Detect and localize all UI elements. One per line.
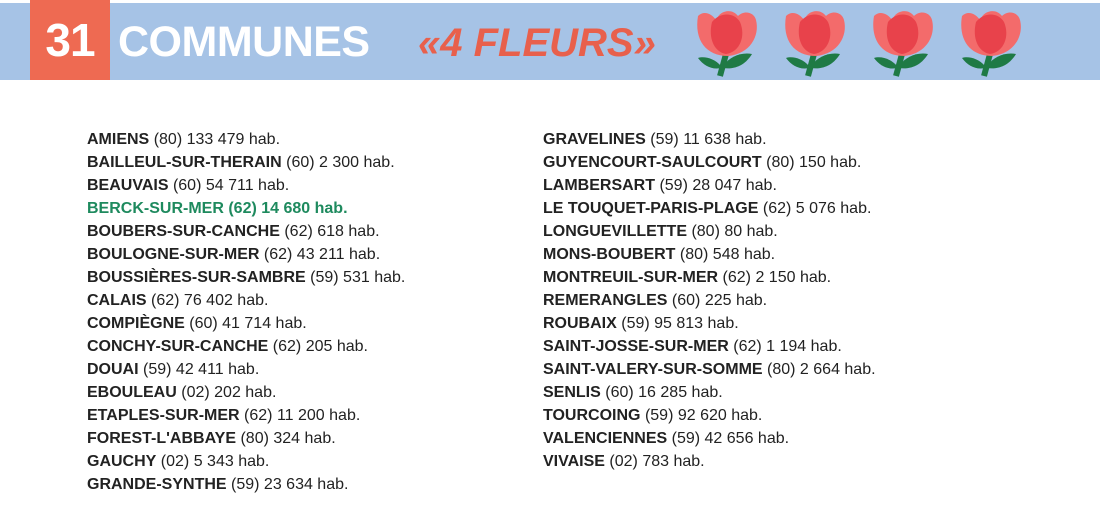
commune-population: 76 402 hab.: [183, 292, 269, 309]
commune-dept: (80): [767, 361, 796, 378]
commune-entry: [87, 266, 405, 289]
commune-population: 42 411 hab.: [175, 361, 260, 378]
commune-dept: (62): [272, 338, 302, 355]
right-column: [543, 128, 876, 473]
commune-population: 324 hab.: [273, 430, 336, 447]
commune-dept: (59): [659, 177, 688, 194]
commune-dept: (80): [679, 246, 709, 263]
commune-dept: (59): [650, 131, 679, 148]
commune-entry: [543, 381, 876, 404]
commune-dept: (60): [286, 154, 315, 171]
commune-entry: [87, 358, 405, 381]
commune-name: FOREST-L'ABBAYE: [87, 430, 237, 447]
commune-name: ROUBAIX: [543, 315, 617, 332]
commune-entry: [543, 220, 876, 243]
commune-dept: (60): [189, 315, 218, 332]
commune-population: 92 620 hab.: [677, 407, 763, 424]
commune-dept: (80): [240, 430, 269, 447]
commune-dept: (62): [722, 269, 751, 286]
commune-name: COMPIÈGNE: [87, 315, 185, 332]
commune-dept: (59): [310, 269, 339, 286]
commune-entry: [543, 128, 876, 151]
commune-entry: [543, 151, 876, 174]
flower-icon: [690, 6, 764, 83]
commune-name: LAMBERSART: [543, 177, 655, 194]
commune-entry: [543, 266, 876, 289]
commune-name: SENLIS: [543, 384, 601, 401]
commune-entry: [87, 335, 405, 358]
commune-name: REMERANGLES: [543, 292, 668, 309]
commune-name: MONS-BOUBERT: [543, 246, 676, 263]
commune-entry: [543, 450, 876, 473]
commune-dept: (62): [733, 338, 762, 355]
commune-entry: [543, 358, 876, 381]
commune-population: 5 076 hab.: [795, 200, 872, 217]
commune-name: ETAPLES-SUR-MER: [87, 407, 240, 424]
commune-entry: [87, 312, 405, 335]
commune-population: 548 hab.: [712, 246, 776, 263]
commune-name: BEAUVAIS: [87, 177, 169, 194]
commune-entry: [87, 174, 405, 197]
left-column: [87, 128, 405, 496]
commune-dept: (60): [172, 177, 202, 194]
commune-entry: [543, 243, 876, 266]
commune-dept: (59): [671, 430, 701, 447]
commune-dept: (02): [181, 384, 210, 401]
commune-dept: (62): [762, 200, 792, 217]
commune-entry: [87, 289, 405, 312]
commune-entry: [87, 128, 405, 151]
commune-population: 618 hab.: [317, 223, 380, 240]
commune-population: 2 300 hab.: [319, 154, 395, 171]
commune-name: BERCK-SUR-MER: [87, 200, 224, 217]
commune-entry: [87, 381, 405, 404]
commune-entry: [87, 473, 405, 496]
commune-population: 23 634 hab.: [263, 476, 349, 493]
commune-population: 2 150 hab.: [755, 269, 832, 286]
commune-population: 80 hab.: [724, 223, 778, 240]
flower-icon: [866, 6, 940, 83]
commune-name: BOULOGNE-SUR-MER: [87, 246, 260, 263]
commune-name: VIVAISE: [543, 453, 605, 470]
flower-rating: [690, 6, 1028, 83]
commune-population: 5 343 hab.: [193, 453, 270, 470]
commune-population: 28 047 hab.: [692, 177, 777, 194]
commune-name: TOURCOING: [543, 407, 641, 424]
commune-dept: (62): [284, 223, 313, 240]
commune-dept: (62): [228, 200, 257, 217]
commune-entry: [87, 197, 405, 220]
commune-name: CALAIS: [87, 292, 147, 309]
commune-entry: [87, 243, 405, 266]
commune-dept: (80): [691, 223, 720, 240]
commune-name: DOUAI: [87, 361, 139, 378]
commune-entry: [543, 174, 876, 197]
commune-entry: [543, 197, 876, 220]
commune-population: 95 813 hab.: [654, 315, 739, 332]
commune-population: 11 200 hab.: [276, 407, 361, 424]
commune-population: 42 656 hab.: [704, 430, 790, 447]
commune-dept: (59): [644, 407, 674, 424]
commune-name: SAINT-JOSSE-SUR-MER: [543, 338, 729, 355]
commune-entry: [87, 404, 405, 427]
commune-name: LE TOUQUET-PARIS-PLAGE: [543, 200, 759, 217]
commune-population: 54 711 hab.: [205, 177, 290, 194]
commune-population: 202 hab.: [214, 384, 277, 401]
commune-dept: (59): [231, 476, 260, 493]
commune-dept: (60): [605, 384, 634, 401]
commune-population: 41 714 hab.: [222, 315, 307, 332]
commune-dept: (02): [609, 453, 638, 470]
commune-population: 531 hab.: [343, 269, 406, 286]
commune-name: MONTREUIL-SUR-MER: [543, 269, 719, 286]
commune-population: 11 638 hab.: [683, 131, 767, 148]
header-label: «4 FLEURS»: [418, 21, 656, 65]
commune-entry: [87, 220, 405, 243]
commune-name: LONGUEVILLETTE: [543, 223, 687, 240]
commune-name: GRAVELINES: [543, 131, 646, 148]
commune-dept: (60): [671, 292, 701, 309]
commune-name: AMIENS: [87, 131, 150, 148]
commune-dept: (59): [621, 315, 650, 332]
commune-entry: [87, 151, 405, 174]
header-title: COMMUNES: [118, 18, 370, 66]
commune-population: 133 479 hab.: [186, 131, 281, 148]
commune-name: GRANDE-SYNTHE: [87, 476, 227, 493]
commune-entry: [543, 427, 876, 450]
commune-population: 225 hab.: [704, 292, 768, 309]
commune-count: 31: [30, 0, 110, 80]
commune-dept: (59): [143, 361, 172, 378]
commune-name: CONCHY-SUR-CANCHE: [87, 338, 269, 355]
commune-name: GAUCHY: [87, 453, 157, 470]
commune-name: SAINT-VALERY-SUR-SOMME: [543, 361, 763, 378]
commune-name: BOUSSIÈRES-SUR-SAMBRE: [87, 269, 306, 286]
commune-name: GUYENCOURT-SAULCOURT: [543, 154, 762, 171]
commune-population: 783 hab.: [642, 453, 705, 470]
commune-entry: [543, 404, 876, 427]
commune-population: 2 664 hab.: [799, 361, 876, 378]
commune-entry: [87, 427, 405, 450]
commune-dept: (02): [160, 453, 190, 470]
commune-dept: (80): [153, 131, 183, 148]
commune-population: 43 211 hab.: [296, 246, 381, 263]
commune-entry: [87, 450, 405, 473]
commune-dept: (62): [244, 407, 273, 424]
commune-population: 1 194 hab.: [766, 338, 842, 355]
commune-population: 16 285 hab.: [638, 384, 723, 401]
commune-name: BAILLEUL-SUR-THERAIN: [87, 154, 282, 171]
flower-icon: [778, 6, 852, 83]
commune-entry: [543, 289, 876, 312]
commune-dept: (80): [766, 154, 795, 171]
commune-population: 150 hab.: [799, 154, 862, 171]
commune-entry: [543, 335, 876, 358]
commune-name: EBOULEAU: [87, 384, 177, 401]
commune-name: VALENCIENNES: [543, 430, 668, 447]
commune-dept: (62): [263, 246, 293, 263]
commune-population: 14 680 hab.: [261, 200, 348, 217]
commune-entry: [543, 312, 876, 335]
commune-dept: (62): [151, 292, 180, 309]
commune-name: BOUBERS-SUR-CANCHE: [87, 223, 280, 240]
flower-icon: [954, 6, 1028, 83]
commune-population: 205 hab.: [305, 338, 368, 355]
